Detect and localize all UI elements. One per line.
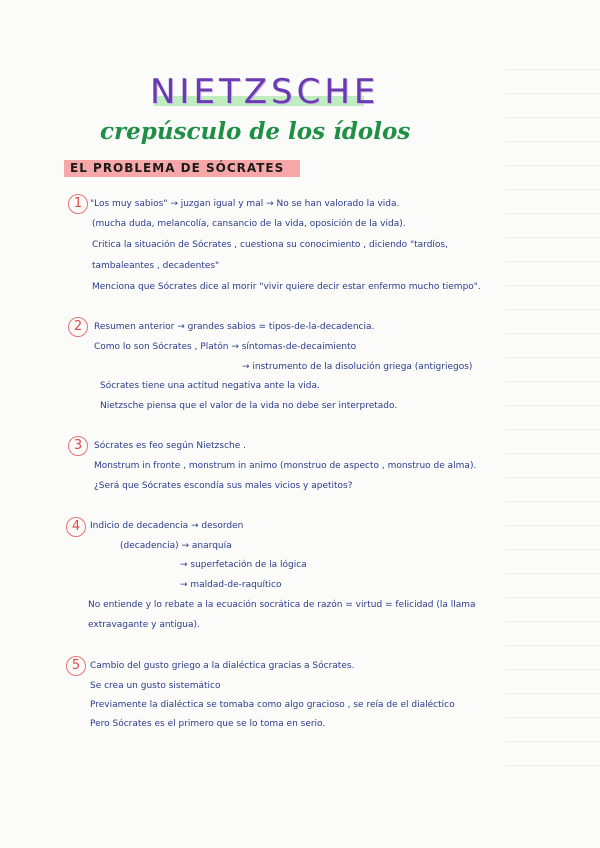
note-line: Nietzsche piensa que el valor de la vida no debe ser interpretado. — [100, 401, 398, 411]
note-line: Se crea un gusto sistemático — [90, 681, 221, 691]
note-line: Pero Sócrates es el primero que se lo toma en serio. — [90, 719, 326, 729]
section-number-5: 5 — [66, 656, 86, 676]
note-line: Menciona que Sócrates dice al morir "vivir quiere decir estar enfermo mucho tiempo". — [92, 282, 481, 292]
note-line: Resumen anterior → grandes sabios = tipos-de-la-decadencia. — [94, 322, 375, 332]
page-subtitle: crepúsculo de los ídolos — [100, 118, 411, 145]
note-line: Critica la situación de Sócrates , cuestiona su conocimiento , diciendo "tardíos, — [92, 240, 448, 250]
bleed-through-text — [506, 60, 600, 780]
section-number-3: 3 — [68, 436, 88, 456]
section-heading — [64, 160, 300, 177]
note-line: → superfetación de la lógica — [180, 560, 307, 570]
note-line: Sócrates es feo según Nietzsche . — [94, 441, 246, 451]
section-heading-text: EL PROBLEMA DE SÓCRATES — [70, 161, 285, 175]
note-line: → instrumento de la disolución griega (antigriegos) — [242, 362, 473, 372]
note-line: No entiende y lo rebate a la ecuación socrática de razón = virtud = felicidad (la llama — [88, 600, 476, 610]
section-number-4: 4 — [66, 517, 86, 537]
note-line: Sócrates tiene una actitud negativa ante la vida. — [100, 381, 320, 391]
note-line: ¿Será que Sócrates escondía sus males vicios y apetitos? — [94, 481, 353, 491]
note-line: tambaleantes , decadentes" — [92, 261, 220, 271]
section-number-2: 2 — [68, 317, 88, 337]
note-line: Como lo son Sócrates , Platón → síntomas-de-decaimiento — [94, 342, 357, 352]
note-line: Indicio de decadencia → desorden — [90, 521, 244, 531]
section-number-1: 1 — [68, 194, 88, 214]
note-line: (decadencia) → anarquía — [120, 541, 232, 551]
page-title: NIETZSCHE — [150, 72, 380, 112]
note-line: Cambio del gusto griego a la dialéctica gracias a Sócrates. — [90, 661, 355, 671]
note-line: Previamente la dialéctica se tomaba como algo gracioso , se reía de el dialéctico — [90, 700, 455, 710]
note-line: extravagante y antigua). — [88, 620, 200, 630]
note-line: (mucha duda, melancolía, cansancio de la vida, oposición de la vida). — [92, 219, 406, 229]
note-line: → maldad-de-raquítico — [180, 580, 282, 590]
note-line: Monstrum in fronte , monstrum in animo (monstruo de aspecto , monstruo de alma). — [94, 461, 477, 471]
note-line: "Los muy sabios" → juzgan igual y mal → No se han valorado la vida. — [90, 199, 400, 209]
